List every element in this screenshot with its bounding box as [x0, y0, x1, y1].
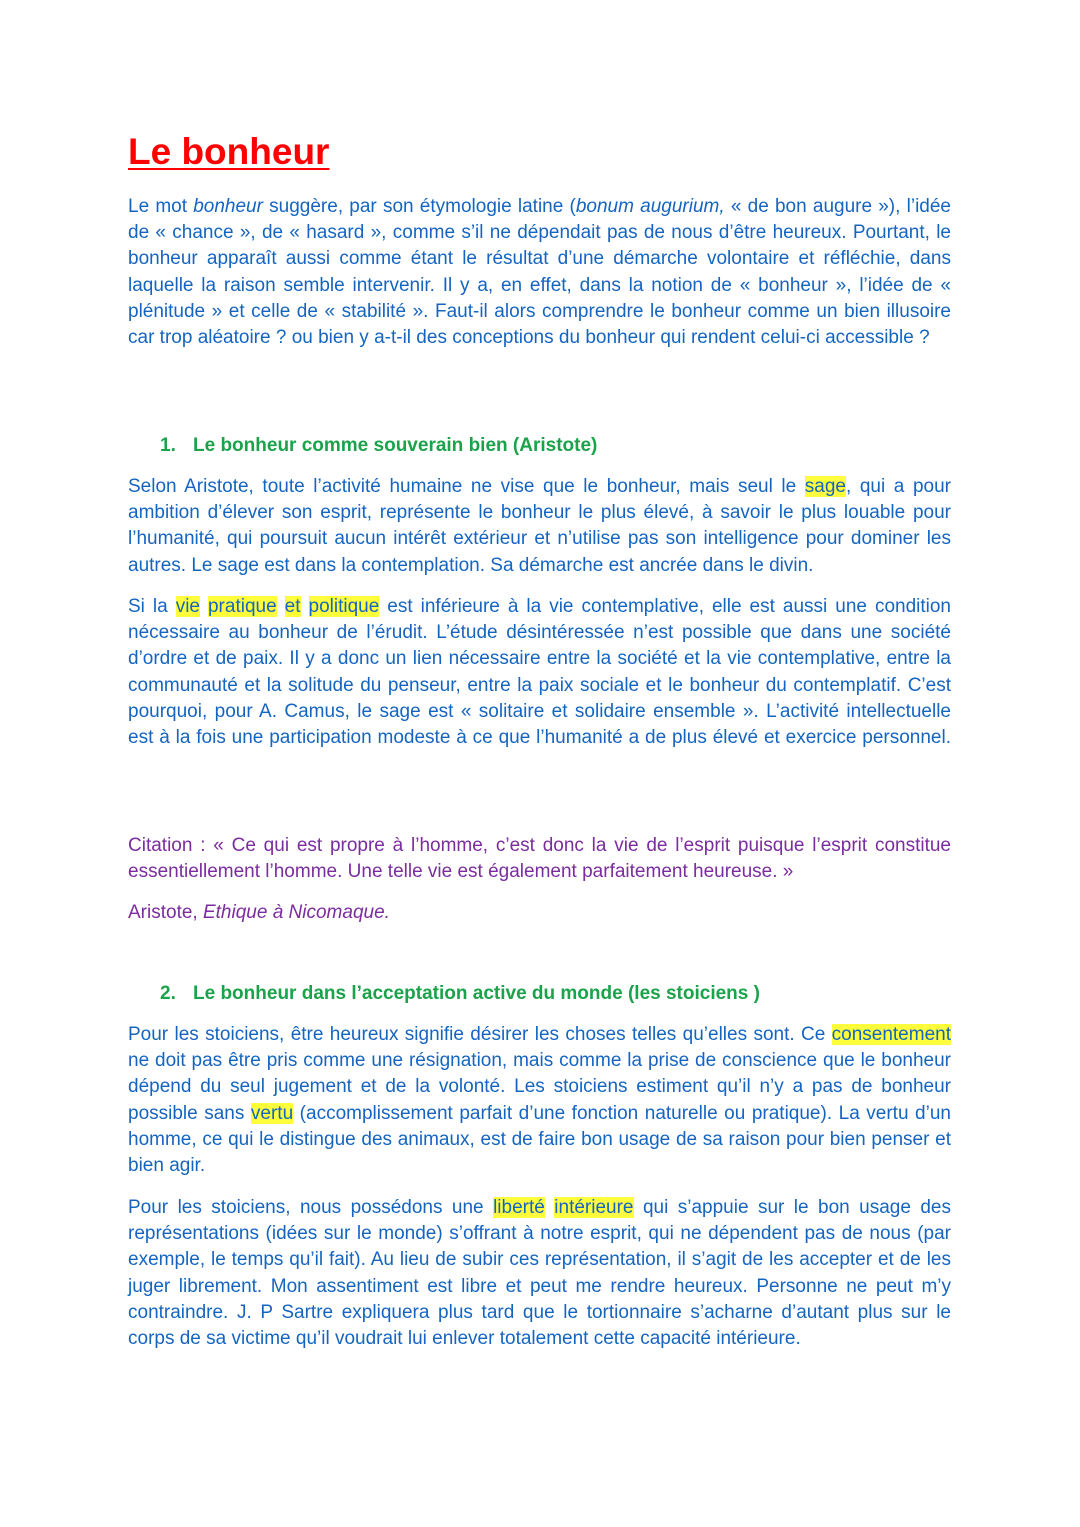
intro-text-2: suggère, par son étymologie latine ( [262, 196, 576, 217]
section-2-title: Le bonheur dans l’acceptation active du monde (les stoiciens ) [193, 983, 760, 1004]
citation-author [128, 900, 951, 926]
highlight-politique: politique [308, 596, 380, 617]
s2p1-text-b: ne doit pas être pris comme une résignation, mais comme la prise de conscience que le bonheur dépend du seul jugement et de la volonté. Les stoiciens estiment qu’il n’y a pas de bonheur possible sans [128, 1050, 951, 1124]
section-2-paragraph-1 [128, 1022, 951, 1179]
s1p2-text-b: est inférieure à la vie contemplative, elle est aussi une condition nécessaire au bonheur de l’érudit. L’étude désintéressée n’est possible que dans une société d’ordre et de paix. Il y a donc un lien nécessaire entre la société et la vie contemplative, entre la communauté et la solitude du penseur, entre la paix sociale et le bonheur du contemplatif. C’est pourquoi, pour A. Camus, le sage est « solitaire et solidaire ensemble ». L’activité intellectuelle est à la fois une participation modeste à ce que l’humanité a de plus élevé et exercice personnel. [128, 596, 951, 749]
section-2-number: 2. [160, 983, 176, 1004]
section-1-paragraph-2 [128, 594, 951, 751]
highlight-pratique: pratique [207, 596, 277, 617]
intro-text-3: « de bon augure »), l’idée de « chance », de « hasard », comme s’il ne dépendait pas de nous d’être heureux. Pourtant, le bonheur apparaît aussi comme étant le résultat d’une démarche volontaire et réfléchie, dans laquelle la raison semble intervenir. Il y a, en effet, dans la notion de « bonheur », l’idée de « plénitude » et celle de « stabilité ». Faut-il alors comprendre le bonheur comme un bien illusoire car trop aléatoire ? ou bien y a-t-il des conceptions du bonheur qui rendent celui-ci accessible ? [128, 196, 951, 349]
s1p2-text-a: Si la [128, 596, 176, 617]
s2p2-text-b: qui s’appuie sur le bon usage des représentations (idées sur le monde) s’offrant à notre esprit, qui ne dépendent pas de nous (par exemple, le temps qu’il fait). Au lieu de subir ces représentation, il s’agit de les accepter et de les juger librement. Mon assentiment est libre et peut me rendre heureux. Personne ne peut m’y contraindre. J. P Sartre expliquera plus tard que le tortionnaire s’acharne d’autant plus sur le corps de sa victime qu’il voudrait lui enlever totalement cette capacité intérieure. [128, 1197, 952, 1350]
section-1-number: 1. [160, 435, 176, 456]
citation-author-name: Aristote, [128, 902, 203, 923]
s1p1-text-b: , qui a pour ambition d’élever son esprit, représente le bonheur le plus élevé, à savoir le plus louable pour l’humanité, qui poursuit aucun intérêt extérieur et n’utilise pas son intelligence pour dominer les autres. Le sage est dans la contemplation. Sa démarche est ancrée dans le divin. [128, 476, 951, 576]
highlight-vie: vie [175, 596, 200, 617]
page-title: Le bonheur [128, 131, 330, 172]
section-2-paragraph-2 [128, 1195, 951, 1352]
intro-paragraph [128, 194, 951, 351]
s2p1-text-c: (accomplissement parfait d’une fonction naturelle ou pratique). La vertu d’un homme, ce qui le distingue des animaux, est de faire bon usage de sa raison pour bien penser et bien agir. [128, 1102, 951, 1177]
citation-work-title: Ethique à Nicomaque. [202, 902, 390, 923]
highlight-sage: sage [804, 476, 846, 497]
s1p1-text-a: Selon Aristote, toute l’activité humaine ne vise que le bonheur, mais seul le [128, 476, 805, 497]
section-2-heading [160, 981, 760, 1007]
section-1-heading [160, 433, 597, 459]
highlight-vertu: vertu [250, 1102, 294, 1124]
intro-term-bonheur: bonheur [193, 196, 263, 217]
highlight-liberte: liberté [493, 1197, 545, 1218]
intro-text-1: Le mot [128, 196, 194, 217]
intro-term-bonum-augurium: bonum augurium, [575, 196, 725, 217]
section-1-title: Le bonheur comme souverain bien (Aristote) [193, 435, 598, 456]
s2p1-text-a: Pour les stoiciens, être heureux signifie désirer les choses telles qu’elles sont. Ce [128, 1024, 832, 1045]
highlight-et: et [284, 596, 301, 617]
s2p2-text-a: Pour les stoiciens, nous possédons une [128, 1197, 494, 1218]
citation: Citation : « Ce qui est propre à l’homme, c’est donc la vie de l’esprit puisque l’esprit constitue essentiellement l’homme. Une telle vie est également parfaitement heureuse. » [128, 835, 951, 883]
highlight-interieure: intérieure [554, 1197, 634, 1218]
section-1-paragraph-1 [128, 474, 951, 579]
highlight-consentement: consentement [831, 1024, 951, 1045]
